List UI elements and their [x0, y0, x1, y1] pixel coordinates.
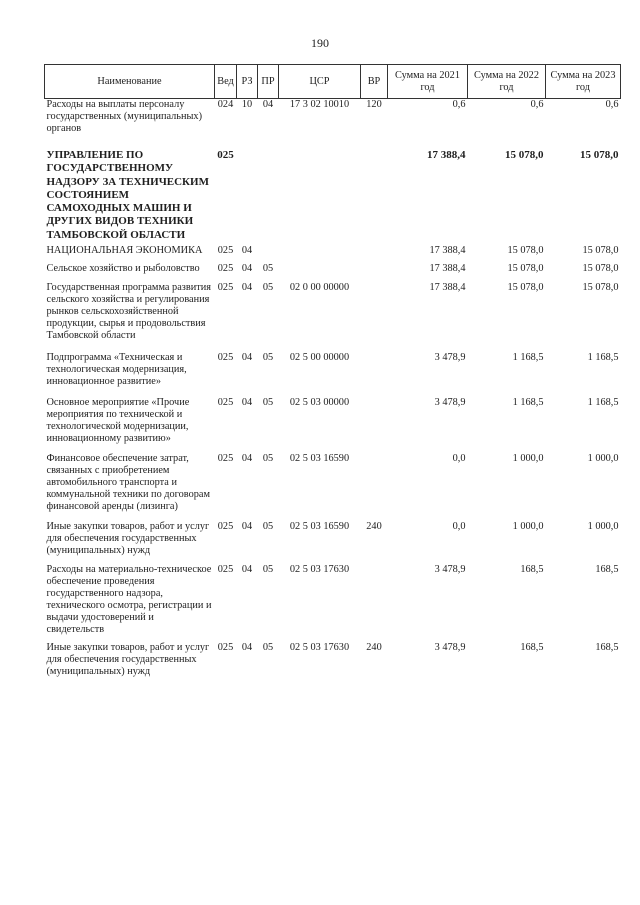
row-csr: 02 5 03 00000 — [289, 397, 350, 409]
row-vr — [361, 263, 388, 282]
page-number: 190 — [311, 36, 329, 50]
row-ved: 024 — [217, 99, 234, 110]
row-csr: 02 5 03 17630 — [289, 564, 350, 576]
row-sum-2022: 1 000,0 — [512, 521, 544, 533]
table-row — [45, 564, 621, 642]
row-rz — [237, 149, 258, 245]
row-rz: 04 — [241, 521, 253, 533]
row-rz: 04 — [241, 282, 253, 294]
row-pr: 05 — [262, 282, 274, 294]
header-pr: ПР — [258, 65, 279, 99]
header-vr: ВР — [361, 65, 388, 99]
row-rz: 04 — [241, 642, 253, 654]
table-row — [45, 521, 621, 564]
row-sum-2022: 1 168,5 — [512, 352, 544, 364]
row-rz: 04 — [241, 245, 253, 257]
row-csr — [279, 263, 361, 282]
row-csr: 02 5 03 16590 — [289, 453, 350, 465]
row-vr — [361, 397, 388, 453]
row-sum-2022: 168,5 — [520, 642, 544, 654]
row-pr: 05 — [262, 263, 274, 275]
table-header-row — [45, 65, 621, 99]
row-ved: 025 — [217, 282, 234, 294]
row-sum-2022: 0,6 — [530, 99, 544, 110]
row-name: Сельское хозяйство и рыболовство — [46, 263, 200, 275]
row-sum-2022: 15 078,0 — [507, 282, 544, 294]
row-sum-2023: 15 078,0 — [582, 282, 619, 294]
row-pr — [258, 245, 279, 263]
row-rz: 10 — [241, 99, 253, 110]
table-row — [45, 245, 621, 263]
row-vr — [361, 149, 388, 245]
row-sum-2023: 1 168,5 — [587, 397, 619, 409]
row-csr: 17 3 02 10010 — [289, 99, 350, 110]
row-pr: 05 — [262, 564, 274, 576]
row-csr: 02 0 00 00000 — [289, 282, 350, 294]
header-name: Наименование — [45, 65, 215, 99]
row-sum-2022: 15 078,0 — [505, 149, 544, 161]
row-sum-2022: 15 078,0 — [507, 263, 544, 275]
row-name: Финансовое обеспечение затрат, связанных с приобретением автомобильного транспорта и коммунальной техники по договорам финансовой аренды (лизинга) — [46, 453, 210, 513]
row-sum-2021: 17 388,4 — [429, 245, 466, 257]
row-pr — [258, 149, 279, 245]
row-sum-2023: 168,5 — [595, 642, 619, 654]
row-rz: 04 — [241, 352, 253, 364]
row-name: Государственная программа развития сельского хозяйства и регулирования рынков сельскохозяйственной продукции, сырья и продовольствия Тамбовской области — [46, 282, 211, 342]
row-ved: 025 — [217, 521, 234, 533]
row-sum-2021: 0,0 — [452, 521, 466, 533]
row-csr: 02 5 03 17630 — [289, 642, 350, 654]
header-rz: РЗ — [237, 65, 258, 99]
row-name: Расходы на выплаты персоналу государственных (муниципальных) органов — [46, 99, 203, 134]
row-sum-2021: 3 478,9 — [434, 352, 466, 364]
row-sum-2022: 1 168,5 — [512, 397, 544, 409]
row-vr — [361, 352, 388, 397]
row-sum-2021: 3 478,9 — [434, 397, 466, 409]
row-name: Основное мероприятие «Прочие мероприятия по технической и технологической модернизации, инновационному развитию» — [46, 397, 190, 445]
budget-table — [44, 64, 621, 678]
row-ved: 025 — [217, 352, 234, 364]
table-row — [45, 453, 621, 521]
row-pr: 04 — [262, 99, 274, 110]
row-pr: 05 — [262, 521, 274, 533]
row-ved: 025 — [217, 263, 234, 275]
row-rz: 04 — [241, 564, 253, 576]
row-vr: 240 — [366, 521, 382, 533]
row-sum-2023: 15 078,0 — [582, 245, 619, 257]
row-sum-2021: 17 388,4 — [429, 282, 466, 294]
row-vr: 120 — [366, 99, 382, 110]
row-sum-2022: 168,5 — [520, 564, 544, 576]
row-sum-2023: 1 000,0 — [587, 521, 619, 533]
row-vr — [361, 453, 388, 521]
row-rz: 04 — [241, 263, 253, 275]
row-sum-2023: 0,6 — [605, 99, 619, 110]
row-sum-2021: 0,0 — [452, 453, 466, 465]
table-row — [45, 352, 621, 397]
row-ved: 025 — [217, 453, 234, 465]
row-sum-2021: 17 388,4 — [429, 263, 466, 275]
row-sum-2023: 15 078,0 — [582, 263, 619, 275]
header-sum-2022: Сумма на 2022 год — [468, 65, 546, 99]
row-name: Расходы на материально-техническое обеспечение проведения государственного надзора, технического осмотра, регистрации и выдачи удостоверений и свидетельств — [46, 564, 212, 636]
row-sum-2021: 3 478,9 — [434, 642, 466, 654]
row-name: УПРАВЛЕНИЕ ПО ГОСУДАРСТВЕННОМУ НАДЗОРУ ЗА ТЕХНИЧЕСКИМ СОСТОЯНИЕМ САМОХОДНЫХ МАШИН И ДРУГИХ ВИДОВ ТЕХНИКИ ТАМБОВСКОЙ ОБЛАСТИ — [46, 149, 209, 241]
row-rz: 04 — [241, 453, 253, 465]
row-pr: 05 — [262, 642, 274, 654]
row-sum-2023: 168,5 — [595, 564, 619, 576]
row-csr — [279, 245, 361, 263]
row-sum-2021: 3 478,9 — [434, 564, 466, 576]
row-name: Подпрограмма «Техническая и технологическая модернизация, инновационное развитие» — [46, 352, 187, 388]
row-sum-2021: 17 388,4 — [427, 149, 466, 161]
row-rz: 04 — [241, 397, 253, 409]
row-pr: 05 — [262, 453, 274, 465]
row-csr: 02 5 00 00000 — [289, 352, 350, 364]
row-sum-2023: 1 000,0 — [587, 453, 619, 465]
header-sum-2023: Сумма на 2023 год — [546, 65, 621, 99]
row-sum-2021: 0,6 — [452, 99, 466, 110]
row-pr: 05 — [262, 397, 274, 409]
row-sum-2022: 1 000,0 — [512, 453, 544, 465]
table-row — [45, 99, 621, 150]
row-csr: 02 5 03 16590 — [289, 521, 350, 533]
row-vr: 240 — [366, 642, 382, 654]
row-vr — [361, 564, 388, 642]
table-row — [45, 397, 621, 453]
row-name: Иные закупки товаров, работ и услуг для обеспечения государственных (муниципальных) нужд — [46, 642, 210, 678]
table-row — [45, 282, 621, 352]
table-row — [45, 149, 621, 245]
row-ved: 025 — [217, 642, 234, 654]
row-pr: 05 — [262, 352, 274, 364]
header-csr: ЦСР — [279, 65, 361, 99]
table-row — [45, 642, 621, 678]
table-row — [45, 263, 621, 282]
row-sum-2023: 15 078,0 — [580, 149, 619, 161]
row-ved: 025 — [217, 245, 234, 257]
header-sum-2021: Сумма на 2021 год — [388, 65, 468, 99]
row-name: Иные закупки товаров, работ и услуг для обеспечения государственных (муниципальных) нужд — [46, 521, 210, 557]
row-name: НАЦИОНАЛЬНАЯ ЭКОНОМИКА — [46, 245, 203, 257]
row-sum-2023: 1 168,5 — [587, 352, 619, 364]
row-vr — [361, 282, 388, 352]
row-ved: 025 — [217, 397, 234, 409]
row-ved: 025 — [217, 149, 234, 161]
row-ved: 025 — [217, 564, 234, 576]
header-ved: Вед — [215, 65, 237, 99]
row-vr — [361, 245, 388, 263]
row-sum-2022: 15 078,0 — [507, 245, 544, 257]
row-csr — [279, 149, 361, 245]
